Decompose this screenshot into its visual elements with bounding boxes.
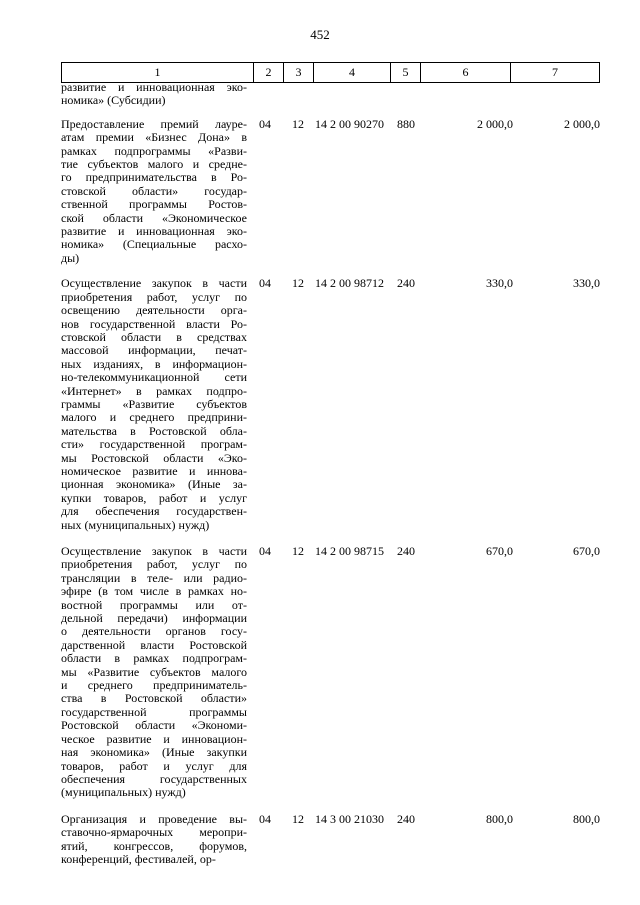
amount-2025: 2 000,0: [564, 116, 600, 131]
subsection-code: 12: [292, 811, 304, 826]
target-article-code: 14 3 00 21030: [315, 811, 384, 826]
target-article-code: 14 2 00 98712: [315, 276, 384, 291]
table-row: [61, 118, 600, 265]
description-line: номика» (Специальные расхо-: [61, 237, 247, 252]
description-line: рамках подпрограммы «Разви-: [61, 143, 247, 158]
description-line: и среднего предприниматель-: [61, 678, 247, 693]
description-line: Предоставление премий лауре-: [61, 116, 247, 131]
target-article-code: 14 2 00 90270: [315, 116, 384, 131]
description-line: ды): [61, 250, 80, 265]
page-number: 452: [310, 27, 330, 42]
target-article-code: 14 2 00 98715: [315, 544, 384, 558]
description-line: мы Ростовской области «Эко-: [61, 450, 247, 465]
description-line: приобретения работ, услуг по: [61, 289, 247, 304]
column-header-2: 2: [253, 63, 283, 82]
section-code: 04: [259, 811, 271, 826]
description-line: «Интернет» в рамках подпро-: [61, 383, 247, 398]
description-line: номика» (Субсидии): [61, 93, 166, 108]
description-line: конференций, фестивалей, ор-: [61, 851, 216, 866]
description-line: стовской области в средствах: [61, 329, 247, 344]
amount-2024: 330,0: [486, 276, 513, 291]
section-code: 04: [259, 276, 271, 291]
description-line: мы «Развитие субъектов малого: [61, 664, 247, 679]
description-line: эфире (в том числе в рамках но-: [61, 584, 247, 599]
description-line: ных (муниципальных) нужд): [61, 517, 210, 532]
row-description: [61, 81, 247, 108]
row-description: [61, 277, 247, 532]
subsection-code: 12: [292, 276, 304, 291]
row-description: [61, 118, 247, 265]
column-header-6: 6: [420, 63, 510, 82]
description-line: ческое развитие и инновацион-: [61, 731, 247, 746]
amount-2025: 670,0: [573, 544, 600, 558]
description-line: освещению деятельности орга-: [61, 303, 247, 318]
description-line: государственной программы: [61, 704, 247, 719]
description-line: сти» государственной програм-: [61, 437, 247, 452]
description-line: товаров, работ и услуг для: [61, 758, 247, 773]
row-description: [61, 545, 247, 800]
amount-2024: 2 000,0: [477, 116, 513, 131]
description-line: дельной передачи) информации: [61, 611, 247, 626]
amount-2025: 800,0: [573, 811, 600, 826]
section-code: [247, 81, 283, 108]
table-row: [61, 813, 600, 867]
expense-type-code: 240: [397, 544, 415, 558]
section-code: 04: [259, 116, 271, 131]
description-line: для обеспечения государствен-: [61, 504, 247, 519]
amount-2024: [425, 81, 513, 108]
section-code: 04: [259, 544, 271, 558]
table-row: [61, 81, 600, 108]
description-line: ставочно-ярмарочных меропри-: [61, 825, 247, 840]
description-line: ской области «Экономическое: [61, 210, 247, 225]
subsection-code: 12: [292, 116, 304, 131]
expense-type-code: 240: [397, 276, 415, 291]
description-line: области в рамках подпрограм-: [61, 651, 247, 666]
amount-2025: 330,0: [573, 276, 600, 291]
table-row: [61, 545, 600, 800]
description-line: ная экономика» (Иные закупки: [61, 745, 247, 760]
target-article-code: [313, 81, 397, 108]
column-header-5: 5: [390, 63, 420, 82]
description-line: ства в Ростовской области»: [61, 691, 247, 706]
amount-2024: 670,0: [486, 544, 513, 558]
description-line: востной программы или от-: [61, 597, 247, 612]
description-line: трансляции в теле- или радио-: [61, 570, 247, 585]
description-line: о деятельности органов госу-: [61, 624, 247, 639]
amount-2024: 800,0: [486, 811, 513, 826]
subsection-code: [283, 81, 313, 108]
description-line: тие субъектов малого и средне-: [61, 157, 247, 172]
table-body: [61, 81, 600, 866]
amount-2025: [513, 81, 600, 108]
description-line: ных изданиях, в информацион-: [61, 356, 247, 371]
description-line: Организация и проведение вы-: [61, 811, 247, 826]
description-line: ственной программы Ростов-: [61, 197, 247, 212]
description-line: массовой информации, печат-: [61, 343, 247, 358]
description-line: купки товаров, работ и услуг: [61, 490, 247, 505]
description-line: развитие и инновационная эко-: [61, 80, 247, 94]
description-line: дарственной власти Ростовской: [61, 637, 247, 652]
table-row: [61, 277, 600, 532]
description-line: номическое развитие и иннова-: [61, 463, 247, 478]
description-line: стовской области» государ-: [61, 183, 247, 198]
description-line: Осуществление закупок в части: [61, 276, 247, 291]
description-line: ционная экономика» (Иные за-: [61, 477, 247, 492]
description-line: но-телекоммуникационной сети: [61, 370, 247, 385]
description-line: граммы «Развитие субъектов: [61, 396, 247, 411]
column-header-4: 4: [313, 63, 390, 82]
description-line: ятий, конгрессов, форумов,: [61, 838, 247, 853]
description-line: приобретения работ, услуг по: [61, 557, 247, 572]
column-header-3: 3: [283, 63, 313, 82]
expense-type-code: 240: [397, 811, 415, 826]
description-line: Осуществление закупок в части: [61, 544, 247, 558]
expense-type-code: [397, 81, 425, 108]
description-line: атам премии «Бизнес Дона» в: [61, 130, 247, 145]
description-line: развитие и инновационная эко-: [61, 224, 247, 239]
expense-type-code: 880: [397, 116, 415, 131]
column-header-7: 7: [510, 63, 600, 82]
description-line: Ростовской области «Экономи-: [61, 718, 247, 733]
description-line: го предпринимательства в Ро-: [61, 170, 247, 185]
description-line: (муниципальных) нужд): [61, 785, 186, 800]
description-line: нов государственной власти Ро-: [61, 316, 247, 331]
description-line: обеспечения государственных: [61, 771, 247, 786]
description-line: малого и среднего предприни-: [61, 410, 247, 425]
column-header-1: 1: [61, 63, 253, 82]
row-description: [61, 813, 247, 867]
subsection-code: 12: [292, 544, 304, 558]
description-line: мательства в Ростовской обла-: [61, 423, 247, 438]
